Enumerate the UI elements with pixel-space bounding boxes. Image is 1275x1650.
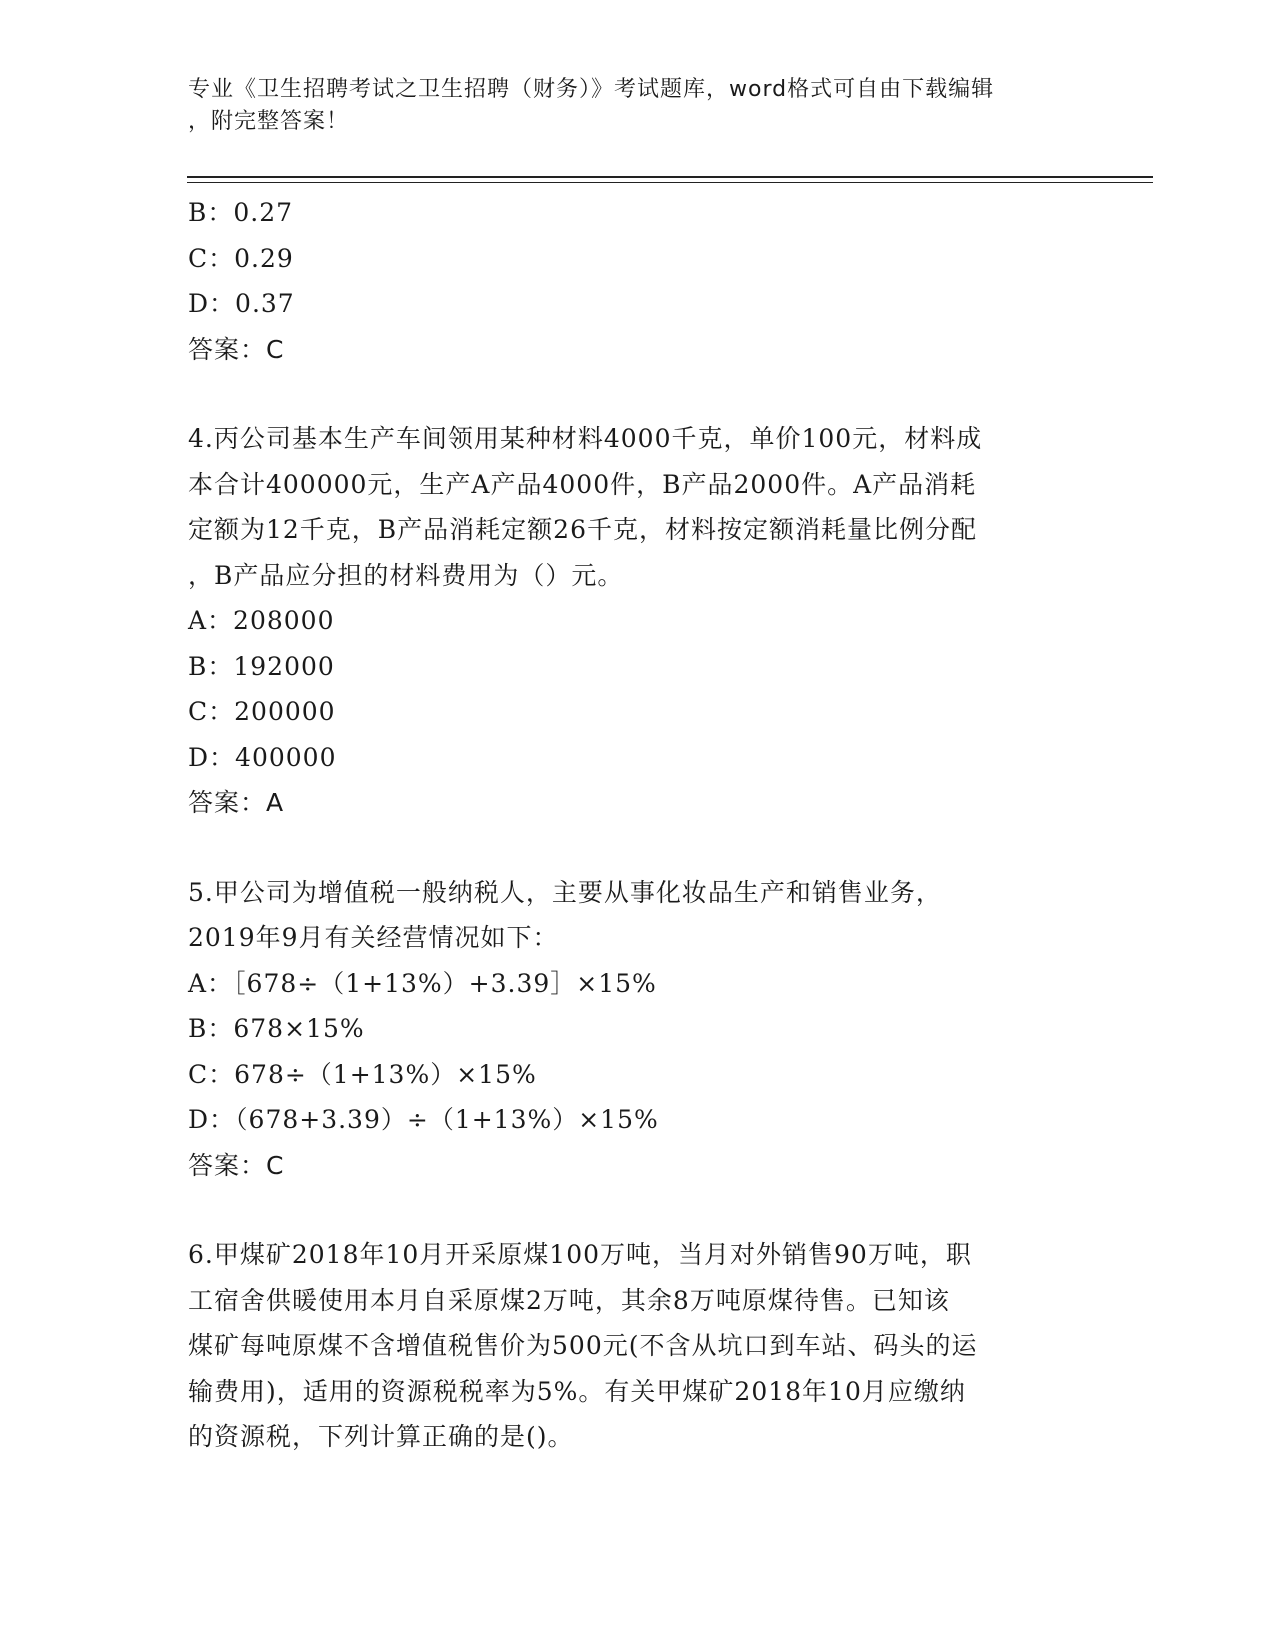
option-a: A：208000 <box>188 606 335 635</box>
question-4 <box>188 416 1088 826</box>
question-stem-line: 的资源税，下列计算正确的是()。 <box>188 1422 574 1451</box>
option-c: C：0.29 <box>188 243 294 273</box>
option-d: D：400000 <box>188 742 337 772</box>
question-stem-line: ，B产品应分担的材料费用为（）元。 <box>188 560 624 590</box>
question-content <box>188 190 1088 1460</box>
question-stem-line: 工宿舍供暖使用本月自采原煤2万吨，其余8万吨原煤待售。已知该 <box>188 1285 950 1315</box>
option-c: C：678÷（1+13%）×15% <box>188 1059 537 1089</box>
question-stem-line: 5.甲公司为增值税一般纳税人，主要从事化妆品生产和销售业务， <box>188 877 942 907</box>
question-stem-line: 4.丙公司基本生产车间领用某种材料4000千克，单价100元，材料成 <box>188 424 983 453</box>
option-d: D：0.37 <box>188 289 295 318</box>
option-d: D：（678+3.39）÷（1+13%）×15% <box>188 1105 659 1134</box>
question-6 <box>188 1232 1088 1460</box>
question-spacer <box>188 826 1088 870</box>
header-rule-thin <box>187 182 1153 183</box>
answer-line: 答案：C <box>188 1150 285 1180</box>
header-line-1: 专业《卫生招聘考试之卫生招聘（财务）》考试题库，word格式可自由下载编辑 <box>188 77 995 102</box>
question-5 <box>188 870 1088 1189</box>
option-a: A：［678÷（1+13%）+3.39］×15% <box>188 968 657 998</box>
question-spacer <box>188 1188 1088 1232</box>
question-spacer <box>188 372 1088 416</box>
option-b: B：678×15% <box>188 1014 365 1043</box>
answer-line: 答案：C <box>188 334 285 364</box>
question-stem-line: 2019年9月有关经营情况如下： <box>188 923 559 952</box>
option-b: B：0.27 <box>188 198 294 227</box>
question-stem-line: 定额为12千克，B产品消耗定额26千克，材料按定额消耗量比例分配 <box>188 515 977 544</box>
header-line-2: ，附完整答案！ <box>188 109 350 134</box>
question-3-tail <box>188 190 1088 372</box>
question-stem-line: 本合计400000元，生产A产品4000件，B产品2000件。A产品消耗 <box>188 469 977 499</box>
question-stem-line: 6.甲煤矿2018年10月开采原煤100万吨，当月对外销售90万吨，职 <box>188 1240 972 1269</box>
option-b: B：192000 <box>188 651 335 681</box>
answer-line: 答案：A <box>188 788 285 817</box>
question-stem-line: 输费用)，适用的资源税税率为5%。有关甲煤矿2018年10月应缴纳 <box>188 1376 966 1406</box>
page-header <box>188 74 1088 138</box>
question-stem-line: 煤矿每吨原煤不含增值税售价为500元(不含从坑口到车站、码头的运 <box>188 1331 978 1360</box>
option-c: C：200000 <box>188 697 336 726</box>
header-rule-thick <box>187 176 1153 178</box>
